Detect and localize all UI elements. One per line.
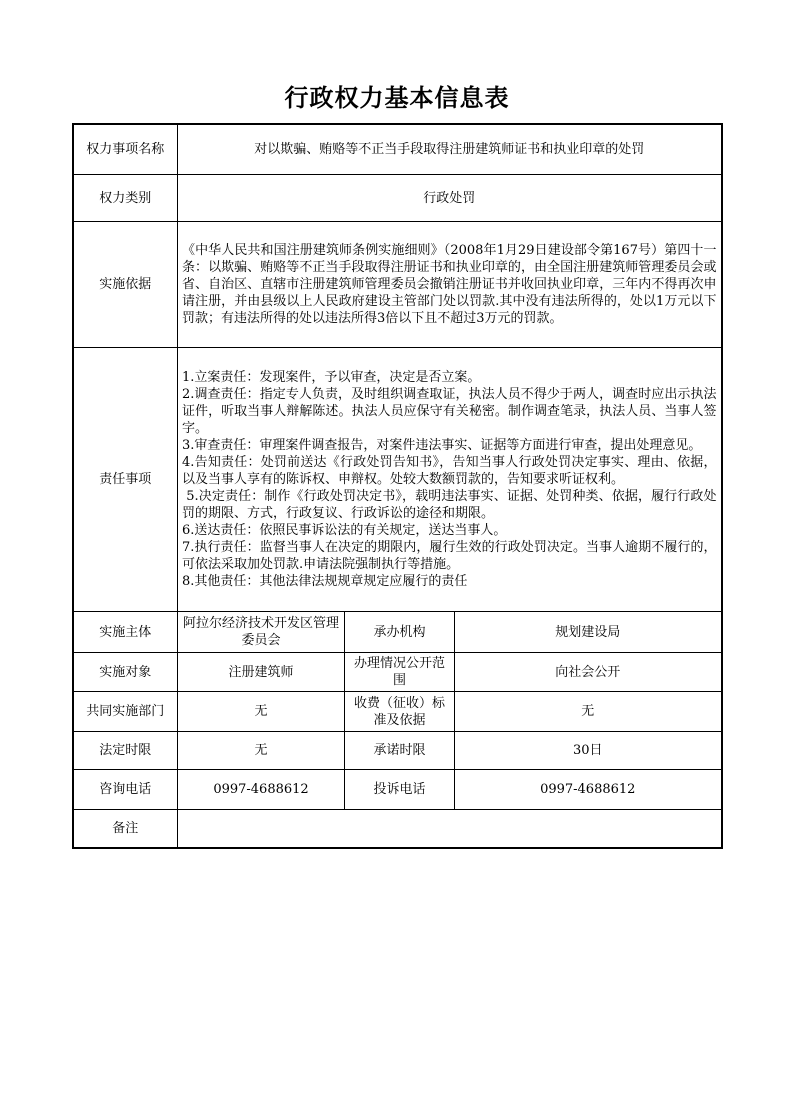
duty-item-7: 7.执行责任：监督当事人在决定的期限内，履行生效的行政处罚决定。当事人逾期不履行的，可依法采取加处罚款.申请法院强制执行等措施。 [182, 540, 717, 572]
handling-agency-label: 承办机构 [345, 612, 455, 653]
duty-item-4: 4.告知责任：处罚前送达《行政处罚告知书》，告知当事人行政处罚决定事实、理由、依据，以及当事人享有的陈诉权、申辩权。处较大数额罚款的，告知要求听证权利。 [182, 455, 717, 487]
duty-item-1: 1.立案责任：发现案件，予以审查，决定是否立案。 [182, 370, 481, 385]
row-remark [73, 810, 722, 849]
implementation-target-label: 实施对象 [73, 653, 178, 692]
implementation-target-value: 注册建筑师 [178, 653, 345, 692]
row-statutory-time-limit [73, 732, 722, 770]
consultation-phone-value: 0997-4688612 [178, 770, 345, 810]
row-implementing-subject [73, 612, 722, 653]
disclosure-scope-label: 办理情况公开范围 [345, 653, 455, 692]
power-name-label: 权力事项名称 [73, 124, 178, 175]
row-power-category [73, 175, 722, 222]
implementing-subject-label: 实施主体 [73, 612, 178, 653]
row-joint-departments [73, 692, 722, 732]
promised-time-limit-value: 30日 [455, 732, 722, 770]
power-category-label: 权力类别 [73, 175, 178, 222]
complaint-phone-value: 0997-4688612 [455, 770, 722, 810]
remark-value [178, 810, 722, 849]
fee-standard-value: 无 [455, 692, 722, 732]
power-name-value: 对以欺骗、贿赂等不正当手段取得注册建筑师证书和执业印章的处罚 [178, 124, 722, 175]
duty-item-3: 3.审查责任：审理案件调查报告，对案件违法事实、证据等方面进行审查，提出处理意见。 [182, 438, 702, 453]
duty-item-2: 2.调查责任：指定专人负责，及时组织调查取证，执法人员不得少于两人，调查时应出示执法证件，听取当事人辩解陈述。执法人员应保守有关秘密。制作调查笔录，执法人员、当事人签字。 [182, 387, 717, 436]
handling-agency-value: 规划建设局 [455, 612, 722, 653]
promised-time-limit-label: 承诺时限 [345, 732, 455, 770]
duty-item-5: 5.决定责任：制作《行政处罚决定书》，载明违法事实、证据、处罚种类、依据，履行行政处罚的期限、方式，行政复议、行政诉讼的途径和期限。 [182, 489, 717, 521]
remark-label: 备注 [73, 810, 178, 849]
implementation-basis-label: 实施依据 [73, 222, 178, 348]
info-table [72, 123, 723, 849]
disclosure-scope-value: 向社会公开 [455, 653, 722, 692]
row-phones [73, 770, 722, 810]
implementation-basis-value: 《中华人民共和国注册建筑师条例实施细则》（2008年1月29日建设部令第167号）第四十一条：以欺骗、贿赂等不正当手段取得注册证书和执业印章的，由全国注册建筑师管理委员会或省、自治区、直辖市注册建筑师管理委员会撤销注册证书并收回执业印章，三年内不得再次申请注册，并由县级以上人民政府建设主管部门处以罚款.其中没有违法所得的，处以1万元以下罚款；有违法所得的处以违法所得3倍以下且不超过3万元的罚款。 [178, 222, 722, 348]
row-power-name [73, 124, 722, 175]
consultation-phone-label: 咨询电话 [73, 770, 178, 810]
duty-item-8: 8.其他责任：其他法律法规规章规定应履行的责任 [182, 574, 468, 589]
implementing-subject-value: 阿拉尔经济技术开发区管理委员会 [178, 612, 345, 653]
power-category-value: 行政处罚 [178, 175, 722, 222]
statutory-time-limit-label: 法定时限 [73, 732, 178, 770]
fee-standard-label: 收费（征收）标准及依据 [345, 692, 455, 732]
joint-departments-value: 无 [178, 692, 345, 732]
responsibility-items-value [178, 348, 722, 612]
joint-departments-label: 共同实施部门 [73, 692, 178, 732]
page-title: 行政权力基本信息表 [284, 83, 510, 112]
statutory-time-limit-value: 无 [178, 732, 345, 770]
row-implementation-target [73, 653, 722, 692]
duty-item-6: 6.送达责任：依照民事诉讼法的有关规定，送达当事人。 [182, 523, 507, 538]
responsibility-items-label: 责任事项 [73, 348, 178, 612]
complaint-phone-label: 投诉电话 [345, 770, 455, 810]
row-implementation-basis [73, 222, 722, 348]
row-responsibility-items [73, 348, 722, 612]
